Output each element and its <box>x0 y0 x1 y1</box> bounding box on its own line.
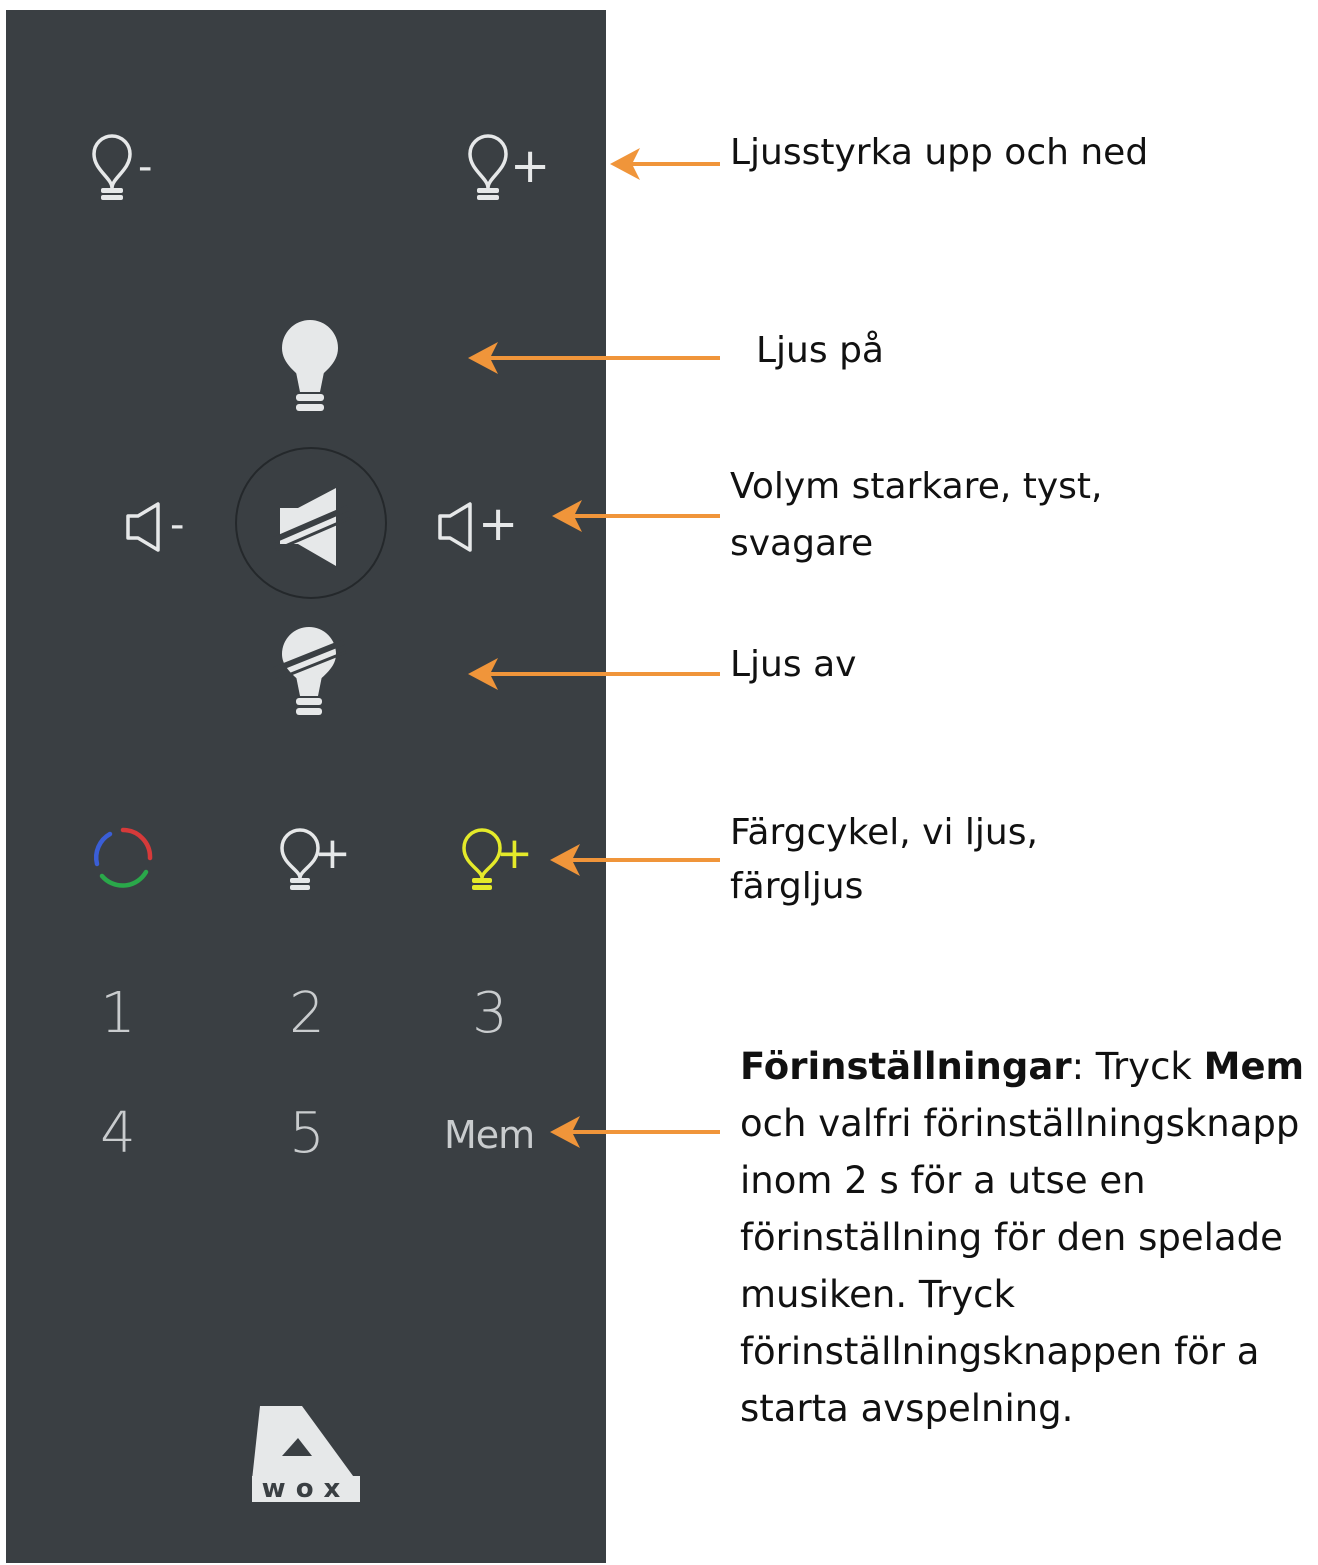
arrow-light-on <box>468 342 720 374</box>
minus-sign: - <box>170 502 185 548</box>
label-volume: Volym starkare, tyst, svagare <box>730 466 1103 564</box>
label-presets <box>740 1038 1318 1437</box>
arrow-volume <box>552 500 720 532</box>
preset-5-button[interactable]: 5 <box>289 1101 325 1166</box>
preset-4-button[interactable]: 4 <box>100 1101 136 1166</box>
preset-2-button[interactable]: 2 <box>289 981 325 1046</box>
presets-mem: Mem <box>1203 1045 1305 1088</box>
arrow-brightness <box>610 148 720 180</box>
mem-button[interactable]: Mem <box>444 1113 535 1157</box>
presets-colon: : <box>1071 1045 1085 1088</box>
arrow-mem <box>550 1116 720 1148</box>
logo-text: wox <box>252 1476 360 1502</box>
preset-1-button[interactable]: 1 <box>100 981 136 1046</box>
presets-text-2: och valfri förinställningsknapp inom 2 s för a utse en förinställning för den spelade musiken. Tryck förinställningsknappen för a starta avspelning. <box>740 1102 1300 1430</box>
presets-term: Förinställningar <box>740 1045 1072 1088</box>
label-light-on: Ljus på <box>756 330 884 371</box>
minus-sign: - <box>138 144 153 190</box>
plus-sign: + <box>478 496 519 552</box>
label-brightness: Ljusstyrka upp och ned <box>730 132 1149 173</box>
label-light-off: Ljus av <box>730 644 857 685</box>
arrow-color <box>550 844 720 876</box>
plus-sign: + <box>314 828 351 879</box>
arrow-light-off <box>468 658 720 690</box>
preset-3-button[interactable]: 3 <box>472 981 508 1046</box>
plus-sign: + <box>510 138 551 194</box>
plus-sign: + <box>496 828 533 879</box>
label-color: Färgcykel, vi ljus, färgljus <box>730 812 1038 907</box>
presets-text-1: Tryck <box>1084 1045 1204 1088</box>
